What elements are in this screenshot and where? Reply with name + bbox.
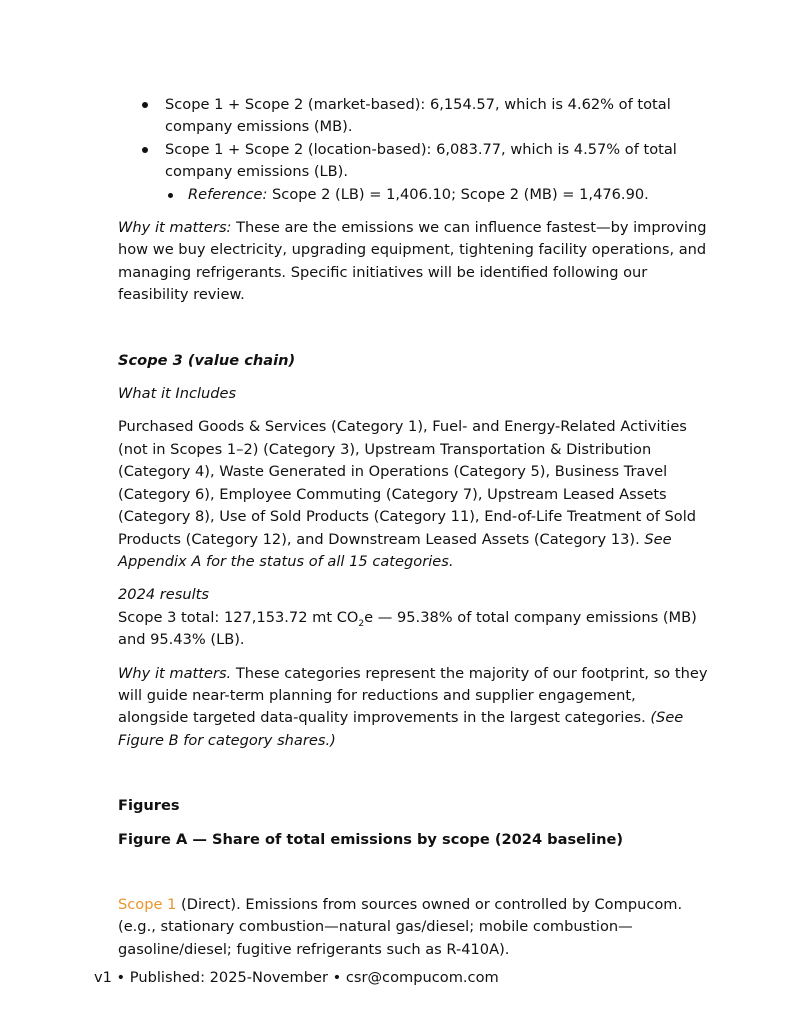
appendix-note: See Appendix A for the status of all 15 categories. — [118, 530, 672, 570]
reference-label: Reference: — [188, 185, 268, 203]
scope3-includes-paragraph: Purchased Goods & Services (Category 1), Fuel- and Energy-Related Activities (not in Scopes 1–2) (Category 3), Upstream Transportation & Distribution (Category 4), Waste Generated in Operations (Category 5), Business Travel (Category 6), Employee Commuting (Category 7), Upstream Leased Assets (Category 8), Use of Sold Products (Category 11), End-of-Life Treatment of Sold Products (Category 12), and Downstream Leased Assets (Category 13). See Appendix A for the status of all 15 categories. — [118, 418, 697, 570]
scope3-results-label: 2024 results — [118, 586, 209, 604]
page-footer: v1 • Published: 2025-November • csr@compucom.com — [94, 969, 499, 986]
list-item-reference — [118, 184, 708, 206]
scope1-label: Scope 1 — [118, 895, 177, 913]
scope1-paragraph: Scope 1 (Direct). Emissions from sources owned or controlled by Compucom. (e.g., stationary combustion—natural gas/diesel; mobile combustion—gasoline/diesel; fugitive refrigerants such as R-410A). — [118, 895, 683, 958]
list-item-location-based: Scope 1 + Scope 2 (location-based): 6,083.77, which is 4.57% of total company emissions (LB). — [118, 139, 708, 184]
scope3-includes-label: What it Includes — [118, 385, 237, 403]
scope3-heading: Scope 3 (value chain) — [118, 351, 296, 369]
figure-b-note: (See Figure B for category shares.) — [118, 709, 684, 749]
document-body — [118, 94, 708, 961]
scope3-total: Scope 3 total: 127,153.72 mt $CO_2e$ — 95.38% of total company emissions (MB) and 95.43% (LB). — [118, 608, 697, 649]
reference-text: Scope 2 (LB) = 1,406.10; Scope 2 (MB) = 1,476.90. — [267, 185, 649, 203]
figure-a-title: Figure A — Share of total emissions by scope (2024 baseline) — [118, 830, 624, 848]
scope12-why-paragraph: Why it matters: These are the emissions we can influence fastest—by improving how we buy electricity, upgrading equipment, tightening facility operations, and managing refrigerants. Specific initiatives will be identified following our feasibility review. — [118, 219, 707, 304]
why-label: Why it matters: — [118, 219, 232, 237]
emissions-bullet-list — [118, 94, 708, 206]
figures-heading: Figures — [118, 797, 180, 815]
scope3-why-paragraph: Why it matters. These categories represent the majority of our footprint, so they will guide near-term planning for reductions and supplier engagement, alongside targeted data-quality improvements in the largest categories. (See Figure B for category shares.) — [118, 664, 708, 749]
list-item-market-based: Scope 1 + Scope 2 (market-based): 6,154.57, which is 4.62% of total company emissions (MB). — [118, 94, 708, 139]
